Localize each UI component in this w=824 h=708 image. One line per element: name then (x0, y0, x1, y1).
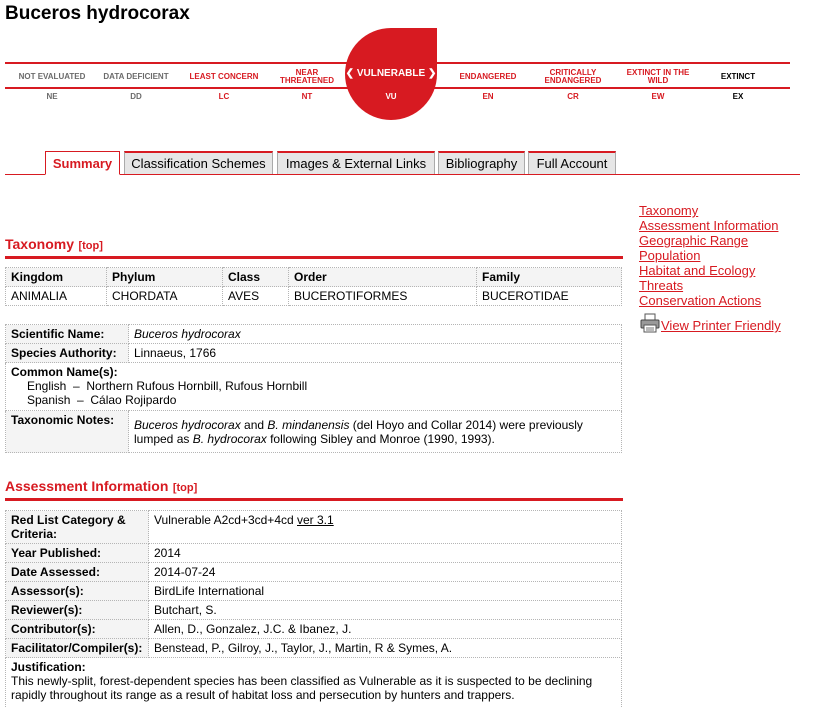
common-names-label: Common Name(s): (11, 365, 118, 379)
link-threats[interactable]: Threats (639, 278, 684, 293)
printer-friendly-link[interactable]: View Printer Friendly (661, 318, 781, 333)
red-list-status-bar (5, 62, 790, 110)
year-published-label: Year Published: (6, 544, 149, 563)
reviewers-label: Reviewer(s): (6, 601, 149, 620)
tab-classification-schemes[interactable]: Classification Schemes (124, 151, 273, 174)
tab-images-external-links[interactable]: Images & External Links (277, 151, 435, 174)
status-nt-label: NEAR THREATENED (279, 68, 335, 85)
status-ew-abbr: EW (651, 92, 665, 101)
status-ew-label: EXTINCT IN THE WILD (626, 68, 690, 85)
header-phylum: Phylum (107, 268, 223, 287)
date-assessed-value: 2014-07-24 (149, 563, 622, 582)
link-geographic-range[interactable]: Geographic Range (639, 233, 749, 248)
taxonomy-heading (5, 236, 623, 259)
notes-species-2: B. mindanensis (267, 418, 350, 432)
status-dd-label: DATA DEFICIENT (103, 72, 169, 81)
contributors-label: Contributor(s): (6, 620, 149, 639)
year-published-value: 2014 (149, 544, 622, 563)
current-status-label[interactable]: ❮ VULNERABLE ❯ (345, 68, 437, 79)
assessment-table (5, 510, 622, 708)
value-family: BUCEROTIDAE (477, 287, 622, 306)
assessors-value: BirdLife International (149, 582, 622, 601)
status-cr-abbr: CR (567, 92, 579, 101)
facilitators-label: Facilitator/Compiler(s): (6, 639, 149, 658)
status-lc-abbr: LC (218, 92, 230, 101)
status-dd-abbr: DD (130, 92, 142, 101)
tab-bibliography[interactable]: Bibliography (438, 151, 525, 174)
value-kingdom: ANIMALIA (6, 287, 107, 306)
red-list-category-value (149, 511, 622, 544)
taxonomy-title: Taxonomy (5, 236, 74, 252)
printer-icon (640, 313, 660, 333)
common-name-english: English – Northern Rufous Hornbill, Rufous Hornbill (27, 379, 308, 393)
tab-summary[interactable]: Summary (45, 151, 120, 175)
species-details-table (5, 324, 622, 453)
authority-label: Species Authority: (6, 344, 129, 363)
notes-text-3: following Sibley and Monroe (1990, 1993). (266, 432, 495, 446)
taxonomic-notes-value (129, 411, 622, 453)
notes-species-3: B. hydrocorax (192, 432, 267, 446)
link-habitat-ecology[interactable]: Habitat and Ecology (639, 263, 756, 278)
tab-bar (5, 151, 800, 175)
section-links (639, 203, 778, 308)
current-status-abbr: VU (385, 92, 397, 101)
value-class: AVES (223, 287, 289, 306)
taxonomic-notes-label: Taxonomic Notes: (6, 411, 129, 453)
status-en-abbr: EN (482, 92, 494, 101)
red-list-category-label: Red List Category & Criteria: (6, 511, 149, 544)
header-order: Order (289, 268, 477, 287)
taxonomy-top-link[interactable]: [top] (78, 240, 103, 252)
sci-name-value: Buceros hydrocorax (134, 327, 241, 341)
assessment-heading (5, 478, 623, 501)
status-ne-abbr: NE (46, 92, 58, 101)
value-phylum: CHORDATA (107, 287, 223, 306)
notes-text-2: (del Hoyo and Collar 2014) were previously lumped as (134, 418, 583, 446)
taxonomy-table (5, 267, 622, 306)
authority-value: Linnaeus, 1766 (129, 344, 622, 363)
reviewers-value: Butchart, S. (149, 601, 622, 620)
printer-friendly[interactable] (640, 313, 781, 333)
status-nt-abbr: NT (301, 92, 313, 101)
common-name-spanish: Spanish – Cálao Rojipardo (27, 393, 177, 407)
assessment-title: Assessment Information (5, 478, 169, 494)
version-link[interactable]: ver 3.1 (297, 513, 334, 527)
justification-text: This newly-split, forest-dependent species has been classified as Vulnerable as it is suspected to be declining rapidly throughout its range as a result of habitat loss and persecution by hunters and trappers. (11, 674, 593, 702)
date-assessed-label: Date Assessed: (6, 563, 149, 582)
contributors-value: Allen, D., Gonzalez, J.C. & Ibanez, J. (149, 620, 622, 639)
assessment-top-link[interactable]: [top] (172, 482, 198, 494)
link-conservation-actions[interactable]: Conservation Actions (639, 293, 762, 308)
header-family: Family (477, 268, 622, 287)
header-class: Class (223, 268, 289, 287)
notes-text-1: and (240, 418, 268, 432)
status-en-label: ENDANGERED (459, 72, 517, 81)
facilitators-value: Benstead, P., Gilroy, J., Taylor, J., Martin, R & Symes, A. (149, 639, 622, 658)
link-taxonomy[interactable]: Taxonomy (639, 203, 699, 218)
status-lc-label: LEAST CONCERN (189, 72, 259, 81)
sci-name-label: Scientific Name: (6, 325, 129, 344)
notes-species-1: Buceros hydrocorax (134, 418, 241, 432)
justification-label: Justification: (11, 660, 86, 674)
red-list-category-text: Vulnerable A2cd+3cd+4cd (154, 513, 297, 527)
status-ex-abbr: EX (732, 92, 744, 101)
page-title: Buceros hydrocorax (5, 3, 190, 24)
header-kingdom: Kingdom (6, 268, 107, 287)
assessors-label: Assessor(s): (6, 582, 149, 601)
link-assessment-information[interactable]: Assessment Information (639, 218, 779, 233)
link-population[interactable]: Population (639, 248, 701, 263)
status-ex-label: EXTINCT (720, 72, 756, 81)
value-order: BUCEROTIFORMES (289, 287, 477, 306)
status-cr-label: CRITICALLY ENDANGERED (544, 68, 602, 85)
status-ne-label: NOT EVALUATED (18, 72, 86, 81)
tab-full-account[interactable]: Full Account (528, 151, 616, 174)
